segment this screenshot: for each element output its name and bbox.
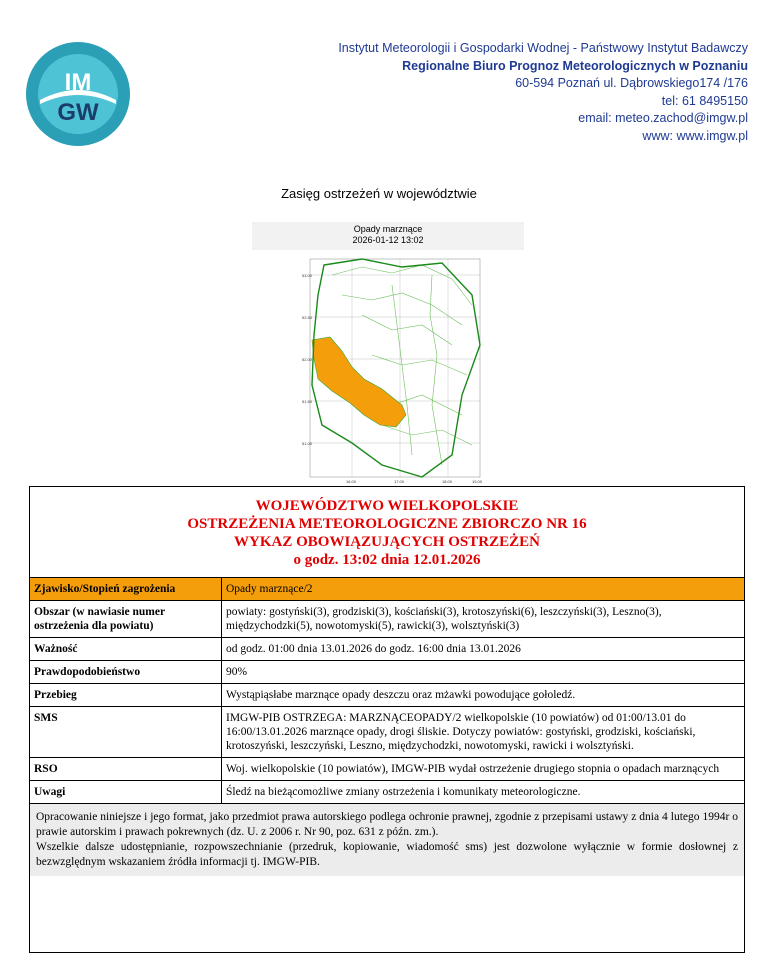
lon-label: 17.00 xyxy=(394,479,405,484)
warning-title-list: WYKAZ OBOWIĄZUJĄCYCH OSTRZEŻEŃ xyxy=(234,534,540,550)
lat-label: 51.00 xyxy=(302,441,313,446)
logo-text-top: IM xyxy=(64,69,92,96)
header-office: Regionalne Biuro Prognoz Meteorologicznych w Poznaniu xyxy=(402,58,748,73)
table-row xyxy=(30,684,744,707)
row-value: Śledź na bieżącomożliwe zmiany ostrzeżenia i komunikaty meteorologiczne. xyxy=(222,781,745,804)
row-label: Przebieg xyxy=(30,684,222,707)
row-value: Woj. wielkopolskie (10 powiatów), IMGW-PIB wydał ostrzeżenie drugiego stopnia o opadach marznących xyxy=(222,758,745,781)
warning-map xyxy=(302,255,482,485)
row-value: IMGW-PIB OSTRZEGA: MARZNĄCEOPADY/2 wielkopolskie (10 powiatów) od 01:00/13.01 do 16:00/13.01.2026 marznące opady, drogi śliskie. Dotyczy powiatów: gostyński, grodziski, kościański, krotoszyński, leszczyński, Leszno, międzychodzki, nowotomyski, rawicki i wolsztyński. xyxy=(222,707,745,758)
table-row xyxy=(30,707,744,758)
row-label: SMS xyxy=(30,707,222,758)
warning-title xyxy=(30,487,744,578)
lat-label: 53.00 xyxy=(302,273,313,278)
warning-table xyxy=(29,486,745,953)
map-caption xyxy=(252,222,524,250)
warning-title-summary: OSTRZEŻENIA METEOROLOGICZNE ZBIORCZO NR 16 xyxy=(187,516,587,532)
lat-label: 51.50 xyxy=(302,399,313,404)
header-email[interactable]: email: meteo.zachod@imgw.pl xyxy=(578,111,748,125)
institute-header xyxy=(278,40,748,145)
row-value: Opady marznące/2 xyxy=(222,578,745,601)
map-date: 2026-01-12 13:02 xyxy=(352,235,424,245)
map-section-title: Zasięg ostrzeżeń w województwie xyxy=(281,186,477,201)
row-value: od godz. 01:00 dnia 13.01.2026 do godz. 16:00 dnia 13.01.2026 xyxy=(222,638,745,661)
header-phone: tel: 61 8495150 xyxy=(661,93,748,108)
footer-copyright: Opracowanie niniejsze i jego format, jako przedmiot prawa autorskiego podlega ochronie prawnej, zgodnie z przepisami ustawy z dnia 4 lutego 1994r o prawie autorskim i prawach pokrewnych (dz. U. z 2006 r. Nr 90, poz. 631 z późn. zm.). xyxy=(36,811,738,838)
row-label: RSO xyxy=(30,758,222,781)
footer-distribution: Wszelkie dalsze udostępnianie, rozpowszechnianie (przedruk, kopiowanie, wiadomość sms) jest dozwolone wyłącznie w formie dosłownej z bezwzględnym wskazaniem źródła informacji tj. IMGW-PIB. xyxy=(36,841,738,868)
table-row xyxy=(30,638,744,661)
lat-label: 52.50 xyxy=(302,315,313,320)
logo-text-bottom: GW xyxy=(57,99,99,126)
header-institute: Instytut Meteorologii i Gospodarki Wodnej - Państwowy Instytut Badawczy xyxy=(338,41,748,55)
table-row xyxy=(30,601,744,638)
table-row xyxy=(30,781,744,804)
table-row xyxy=(30,661,744,684)
row-label: Prawdopodobieństwo xyxy=(30,661,222,684)
map-title: Opady marznące xyxy=(353,224,423,234)
copyright-footer xyxy=(30,804,744,876)
row-value: powiaty: gostyński(3), grodziski(3), kościański(3), krotoszyński(6), leszczyński(3), Leszno(3), międzychodzki(5), nowotomyski(5), rawicki(3), wolsztyński(3) xyxy=(222,601,745,638)
header-www[interactable]: www: www.imgw.pl xyxy=(642,128,748,143)
table-row xyxy=(30,758,744,781)
row-label: Uwagi xyxy=(30,781,222,804)
warning-title-time: o godz. 13:02 dnia 12.01.2026 xyxy=(293,552,481,568)
lon-label: 18.00 xyxy=(442,479,453,484)
table-row xyxy=(30,578,744,601)
row-label: Ważność xyxy=(30,638,222,661)
imgw-logo xyxy=(24,40,132,148)
row-value: Wystąpiąsłabe marznące opady deszczu oraz mżawki powodujące gołoledź. xyxy=(222,684,745,707)
row-label: Zjawisko/Stopień zagrożenia xyxy=(30,578,222,601)
lat-label: 52.00 xyxy=(302,357,313,362)
row-value: 90% xyxy=(222,661,745,684)
lon-label: 19.00 xyxy=(472,479,482,484)
row-label: Obszar (w nawiasie numer ostrzeżenia dla powiatu) xyxy=(30,601,222,638)
lon-label: 16.00 xyxy=(346,479,357,484)
header-address: 60-594 Poznań ul. Dąbrowskiego174 /176 xyxy=(515,76,748,90)
warning-title-region: WOJEWÓDZTWO WIELKOPOLSKIE xyxy=(255,498,519,514)
